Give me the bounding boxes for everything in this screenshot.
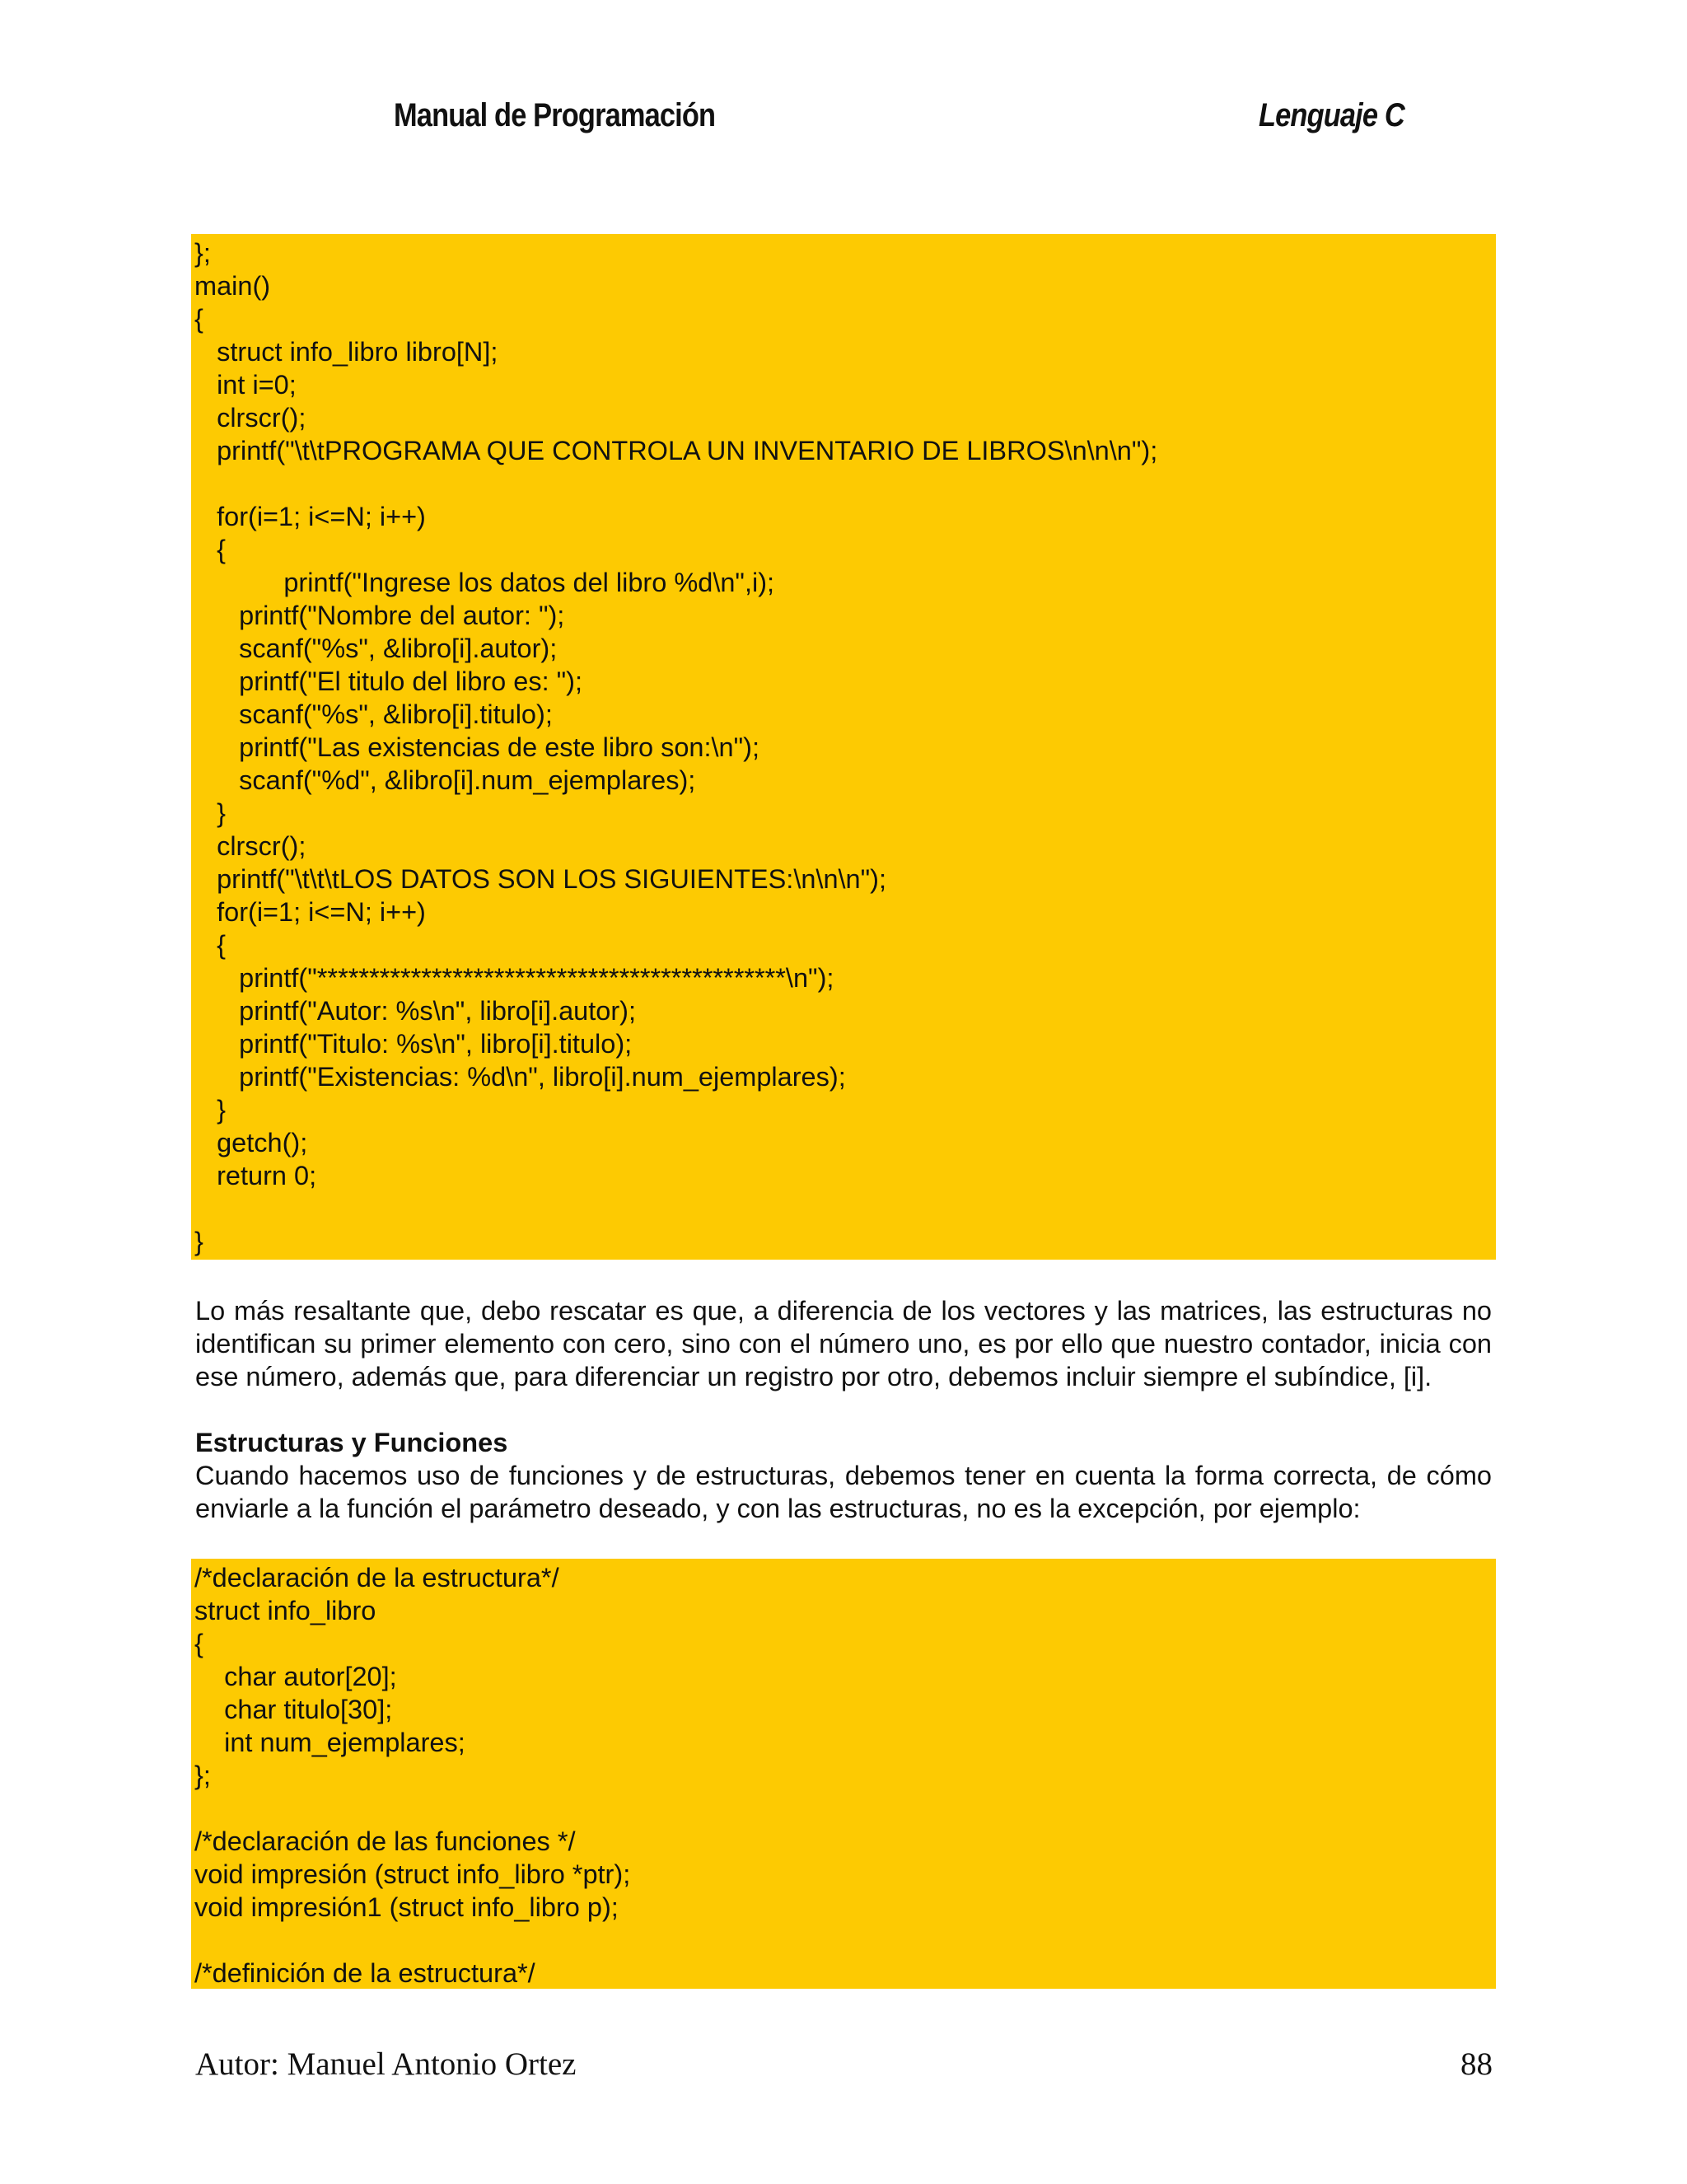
code-line: struct info_libro bbox=[194, 1596, 376, 1625]
code-block-declarations bbox=[191, 1559, 1496, 1989]
code-line: printf("\t\t\tLOS DATOS SON LOS SIGUIENTES:\n\n\n"); bbox=[194, 864, 887, 894]
code-line: printf("Las existencias de este libro son:\n"); bbox=[194, 732, 760, 762]
code-line: } bbox=[194, 798, 226, 828]
code-line: printf("Existencias: %d\n", libro[i].num_ejemplares); bbox=[194, 1062, 846, 1092]
code-line: clrscr(); bbox=[194, 403, 306, 433]
code-line: printf("*********************************************\n"); bbox=[194, 963, 834, 993]
code-line: getch(); bbox=[194, 1128, 308, 1157]
code-line: for(i=1; i<=N; i++) bbox=[194, 502, 426, 531]
code-line: return 0; bbox=[194, 1161, 317, 1190]
code-line: int num_ejemplares; bbox=[194, 1728, 465, 1757]
code-line: scanf("%d", &libro[i].num_ejemplares); bbox=[194, 765, 696, 795]
code-line: { bbox=[194, 930, 226, 960]
code-line bbox=[194, 467, 1496, 500]
code-line: char autor[20]; bbox=[194, 1662, 397, 1691]
code-line: main() bbox=[194, 271, 271, 301]
code-line bbox=[194, 1192, 1496, 1225]
code-block-main bbox=[191, 234, 1496, 1260]
code-line: scanf("%s", &libro[i].autor); bbox=[194, 634, 558, 663]
code-line: { bbox=[194, 1629, 203, 1658]
code-line: for(i=1; i<=N; i++) bbox=[194, 897, 426, 927]
code-line: }; bbox=[194, 238, 211, 268]
code-line: printf("\t\tPROGRAMA QUE CONTROLA UN INVENTARIO DE LIBROS\n\n\n"); bbox=[194, 436, 1158, 465]
section-heading: Estructuras y Funciones bbox=[195, 1428, 508, 1457]
code-line: scanf("%s", &libro[i].titulo); bbox=[194, 699, 553, 729]
code-line: int i=0; bbox=[194, 370, 297, 400]
code-line: printf("Titulo: %s\n", libro[i].titulo); bbox=[194, 1029, 633, 1059]
code-line: printf("Ingrese los datos del libro %d\n",i); bbox=[194, 568, 775, 597]
code-line: printf("Nombre del autor: "); bbox=[194, 601, 565, 630]
code-line: clrscr(); bbox=[194, 831, 306, 861]
code-line: char titulo[30]; bbox=[194, 1695, 393, 1724]
code-line: /*declaración de las funciones */ bbox=[194, 1826, 576, 1856]
code-line: } bbox=[194, 1095, 226, 1125]
code-line: struct info_libro libro[N]; bbox=[194, 337, 498, 367]
code-line: printf("El titulo del libro es: "); bbox=[194, 666, 583, 696]
page-number: 88 bbox=[1460, 2046, 1493, 2082]
header-title: Manual de Programación bbox=[394, 97, 716, 133]
code-line: printf("Autor: %s\n", libro[i].autor); bbox=[194, 996, 637, 1026]
code-line: { bbox=[194, 304, 203, 334]
code-line: void impresión1 (struct info_libro p); bbox=[194, 1892, 619, 1922]
code-line bbox=[194, 1924, 1496, 1957]
footer-author: Autor: Manuel Antonio Ortez bbox=[195, 2046, 577, 2082]
code-line: }; bbox=[194, 1761, 211, 1790]
code-line bbox=[194, 1792, 1496, 1825]
code-line: } bbox=[194, 1227, 203, 1256]
code-line: /*definición de la estructura*/ bbox=[194, 1958, 535, 1988]
header-subject: Lenguaje C bbox=[1259, 97, 1404, 133]
paragraph-intro-functions: Cuando hacemos uso de funciones y de estructuras, debemos tener en cuenta la forma correcta, de cómo enviarle a la función el parámetro deseado, y con las estructuras, no es la excepción, por ejemplo: bbox=[195, 1461, 1492, 1523]
code-line: void impresión (struct info_libro *ptr); bbox=[194, 1859, 631, 1889]
code-line: /*declaración de la estructura*/ bbox=[194, 1563, 559, 1592]
code-line: { bbox=[194, 535, 226, 564]
paragraph-explanation: Lo más resaltante que, debo rescatar es que, a diferencia de los vectores y las matrices, las estructuras no identifican su primer elemento con cero, sino con el número uno, es por ello que nuestro contador, inicia con ese número, además que, para diferenciar un registro por otro, debemos incluir siempre el subíndice, [i]. bbox=[195, 1296, 1492, 1391]
